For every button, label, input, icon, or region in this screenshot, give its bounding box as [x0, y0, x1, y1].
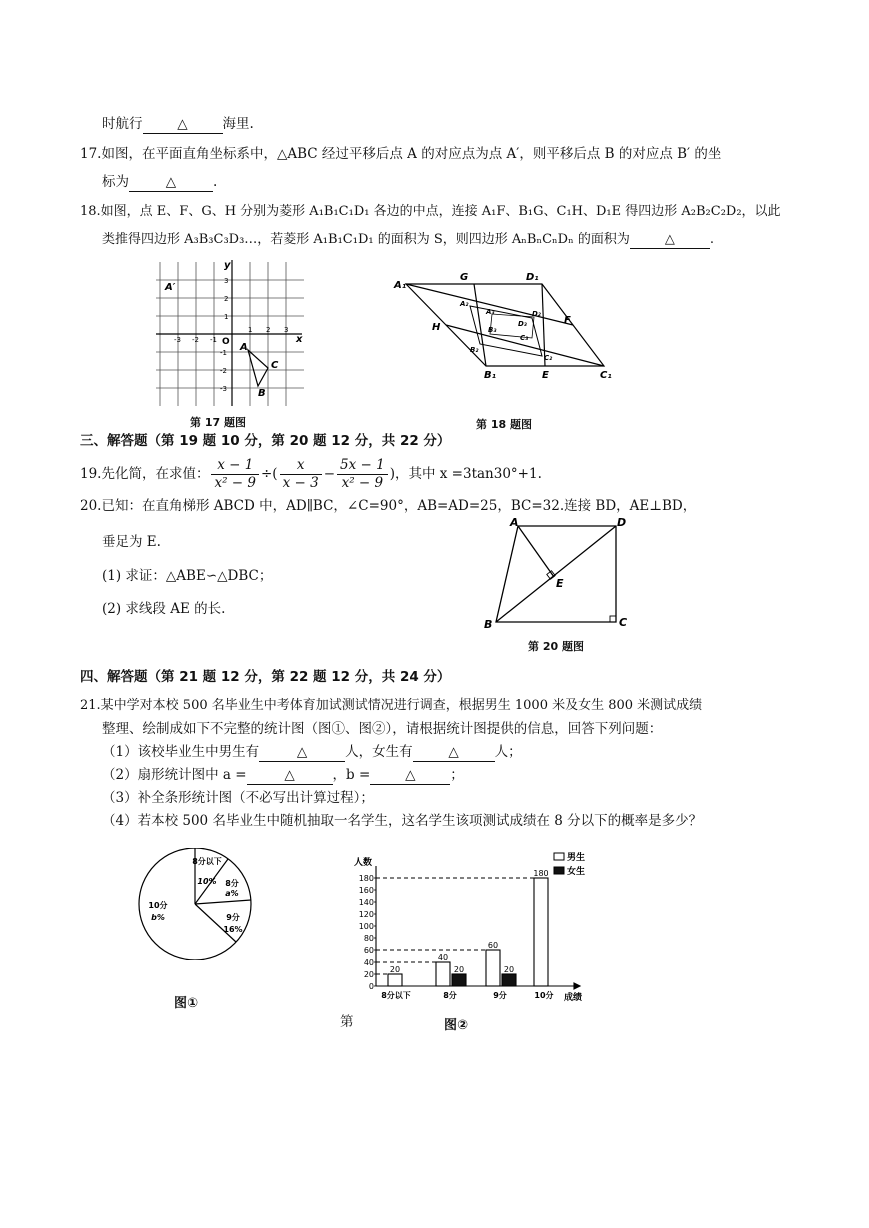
answer-blank[interactable]: △ — [370, 767, 450, 785]
x-axis-label: x — [296, 334, 303, 345]
pie-slice-label: 8分以下 — [192, 857, 222, 866]
q19-line: 19.先化简，在求值： $\frac{x - 1}{\text{x² − 9}}$ ÷( $\frac{x}{x - 3}$ − $\frac{5x - 1}{\text{x² − 9}}$ )，其中 x =3tan30°+1. — [80, 457, 542, 491]
answer-blank[interactable]: △ — [630, 231, 710, 249]
pie-slice-pct: b% — [151, 913, 165, 922]
pie-slice-label: 8分 — [225, 879, 239, 888]
section-three-heading: 三、解答题（第 19 题 10 分，第 20 题 12 分，共 22 分） — [80, 433, 451, 449]
label-e: E — [542, 370, 549, 381]
label-c1: C₁ — [600, 370, 612, 381]
answer-blank[interactable]: △ — [259, 744, 345, 762]
fraction-3: $\frac{5x - 1}{\text{x² − 9}}$ — [337, 457, 388, 492]
y-tick-label: 140 — [358, 898, 374, 907]
q18-line1: 18.如图，点 E、F、G、H 分别为菱形 A₁B₁C₁D₁ 各边的中点，连接 A₁F、B₁G、C₁H、D₁E 得四边形 A₂B₂C₂D₂，以此 — [80, 204, 781, 219]
fig17-y-ticks — [220, 277, 228, 393]
tick-label: -1 — [210, 336, 217, 344]
fig17-x-ticks — [174, 326, 288, 344]
q17-line2: 标为 △ . — [102, 174, 218, 190]
q21-line1: 21.某中学对本校 500 名毕业生中考体育加试测试情况进行调查，根据男生 1000 米及女生 800 米测试成绩 — [80, 698, 703, 713]
label-c: C — [619, 616, 628, 629]
bar-chart — [350, 852, 590, 1002]
section-four-heading: 四、解答题（第 21 题 12 分，第 22 题 12 分，共 24 分） — [80, 669, 451, 685]
bar-male — [436, 962, 450, 986]
x-tick-label: 9分 — [493, 991, 507, 1000]
label-h: H — [432, 322, 441, 333]
bar-female — [452, 974, 466, 986]
label-b1: B₁ — [484, 370, 497, 381]
tick-label: 2 — [224, 295, 229, 303]
label-b: B — [484, 618, 493, 631]
label-d1: D₁ — [526, 272, 539, 283]
origin-label: O — [222, 337, 230, 347]
point-c-label: C — [271, 360, 279, 371]
label-a: A — [510, 516, 519, 529]
fig17-coordinate-grid — [156, 256, 306, 406]
y-axis-title: 人数 — [354, 858, 373, 868]
pie-slice-pct: 10% — [197, 877, 217, 886]
q21-sub3: （3）补全条形统计图（不必写出计算过程）； — [102, 790, 374, 806]
x-tick-label: 8分 — [443, 991, 457, 1000]
label-a2: A₂ — [460, 300, 469, 308]
y-tick-label: 20 — [363, 970, 374, 979]
bar-chart-caption: 图② — [444, 1018, 469, 1033]
stray-text: 第 — [340, 1014, 354, 1030]
answer-blank[interactable]: △ — [129, 174, 213, 192]
y-axis-label: y — [224, 260, 231, 271]
bar-value-label: 20 — [503, 965, 515, 974]
legend-label: 男生 — [567, 853, 586, 863]
q18-line2: 类推得四边形 A₃B₃C₃D₃…，若菱形 A₁B₁C₁D₁ 的面积为 S，则四边形 AₙBₙCₙDₙ 的面积为 △ . — [102, 232, 714, 247]
label-a3: A₃ — [486, 308, 495, 316]
tick-label: -1 — [220, 349, 227, 357]
tick-label: 3 — [284, 326, 289, 334]
q21-sub1: （1）该校毕业生中男生有 △ 人，女生有 △ 人； — [102, 744, 522, 760]
tick-label: -3 — [220, 385, 227, 393]
bar-female — [502, 974, 516, 986]
fraction-2: $\frac{x}{x - 3}$ — [280, 457, 322, 492]
point-b-label: B — [258, 388, 266, 399]
tick-label: -2 — [192, 336, 199, 344]
label-c2: C₂ — [544, 354, 553, 362]
point-a-prime-label: A′ — [165, 282, 176, 293]
fig17-caption: 第 17 题图 — [190, 416, 246, 429]
q20-line1: 20.已知：在直角梯形 ABCD 中，AD∥BC，∠C=90°，AB=AD=25，BC=32.连接 BD，AE⊥BD， — [80, 498, 697, 514]
tick-label: 3 — [224, 277, 229, 285]
q20-sub1: (1) 求证：△ABE∽△DBC； — [102, 568, 273, 584]
y-tick-label: 120 — [358, 910, 374, 919]
label-c3: C₃ — [520, 334, 529, 342]
bar-male — [388, 974, 402, 986]
legend-swatch — [554, 867, 564, 874]
label-d: D — [617, 516, 627, 529]
tick-label: -3 — [174, 336, 181, 344]
label-b2: B₂ — [470, 346, 479, 354]
tick-label: 2 — [266, 326, 271, 334]
legend-label: 女生 — [567, 867, 586, 877]
bar-value-label: 180 — [533, 869, 549, 878]
fig18-rhombus-figure — [392, 268, 622, 384]
q20-sub2: (2) 求线段 AE 的长. — [102, 601, 226, 617]
y-tick-label: 0 — [368, 982, 374, 991]
legend-swatch — [554, 853, 564, 860]
label-a1: A₁ — [394, 280, 407, 291]
bar-male — [486, 950, 500, 986]
x-axis-title: 成绩 — [564, 993, 583, 1002]
tick-label: -2 — [220, 367, 227, 375]
y-tick-label: 180 — [358, 874, 374, 883]
fig18-caption: 第 18 题图 — [476, 418, 532, 431]
pie-chart — [130, 848, 260, 960]
q21-line2: 整理、绘制成如下不完整的统计图（图①、图②），请根据统计图提供的信息，回答下列问题： — [102, 721, 663, 737]
fig20-caption: 第 20 题图 — [528, 640, 584, 653]
x-tick-label: 10分 — [534, 991, 554, 1000]
bar-value-label: 20 — [453, 965, 465, 974]
bar-value-label: 60 — [487, 941, 499, 950]
point-a-label: A — [240, 342, 248, 353]
q21-sub4: （4）若本校 500 名毕业生中随机抽取一名学生，这名学生该项测试成绩在 8 分以下的概率是多少？ — [102, 813, 703, 829]
label-e: E — [556, 577, 564, 590]
y-tick-label: 40 — [363, 958, 374, 967]
bar-value-label: 40 — [437, 953, 449, 962]
line-top: 时航行 △ 海里. — [102, 116, 254, 132]
label-g: G — [460, 272, 469, 283]
pie-caption: 图① — [174, 996, 199, 1011]
y-tick-label: 60 — [363, 946, 374, 955]
y-tick-label: 100 — [358, 922, 374, 931]
fraction-1: $\frac{x - 1}{\text{x² − 9}}$ — [211, 457, 259, 492]
label-b3: B₃ — [488, 326, 497, 334]
tick-label: 1 — [224, 313, 229, 321]
tick-label: 1 — [248, 326, 253, 334]
x-tick-label: 8分以下 — [381, 991, 411, 1000]
bar-male — [534, 878, 548, 986]
answer-blank[interactable]: △ — [143, 116, 223, 134]
label-d2: D₂ — [532, 310, 541, 318]
y-tick-label: 160 — [358, 886, 374, 895]
q17-line1: 17.如图，在平面直角坐标系中，△ABC 经过平移后点 A 的对应点为点 A′，则平移后点 B 的对应点 B′ 的坐 — [80, 146, 722, 162]
bar-value-label: 20 — [389, 965, 401, 974]
pie-slice-label: 10分 — [148, 901, 168, 910]
y-tick-label: 80 — [363, 934, 374, 943]
q20-line2: 垂足为 E. — [102, 534, 161, 550]
label-f: F — [564, 315, 571, 326]
pie-slice-pct: a% — [225, 889, 239, 898]
x-axis-arrow — [574, 983, 580, 989]
answer-blank[interactable]: △ — [247, 767, 333, 785]
fig20-trapezoid-figure — [482, 516, 632, 634]
pie-slice-label: 9分 — [226, 913, 240, 922]
label-d3: D₃ — [518, 320, 527, 328]
q21-sub2: （2）扇形统计图中 a = △ ，b = △ ； — [102, 767, 464, 783]
answer-blank[interactable]: △ — [413, 744, 495, 762]
pie-slice-pct: 16% — [223, 925, 243, 934]
